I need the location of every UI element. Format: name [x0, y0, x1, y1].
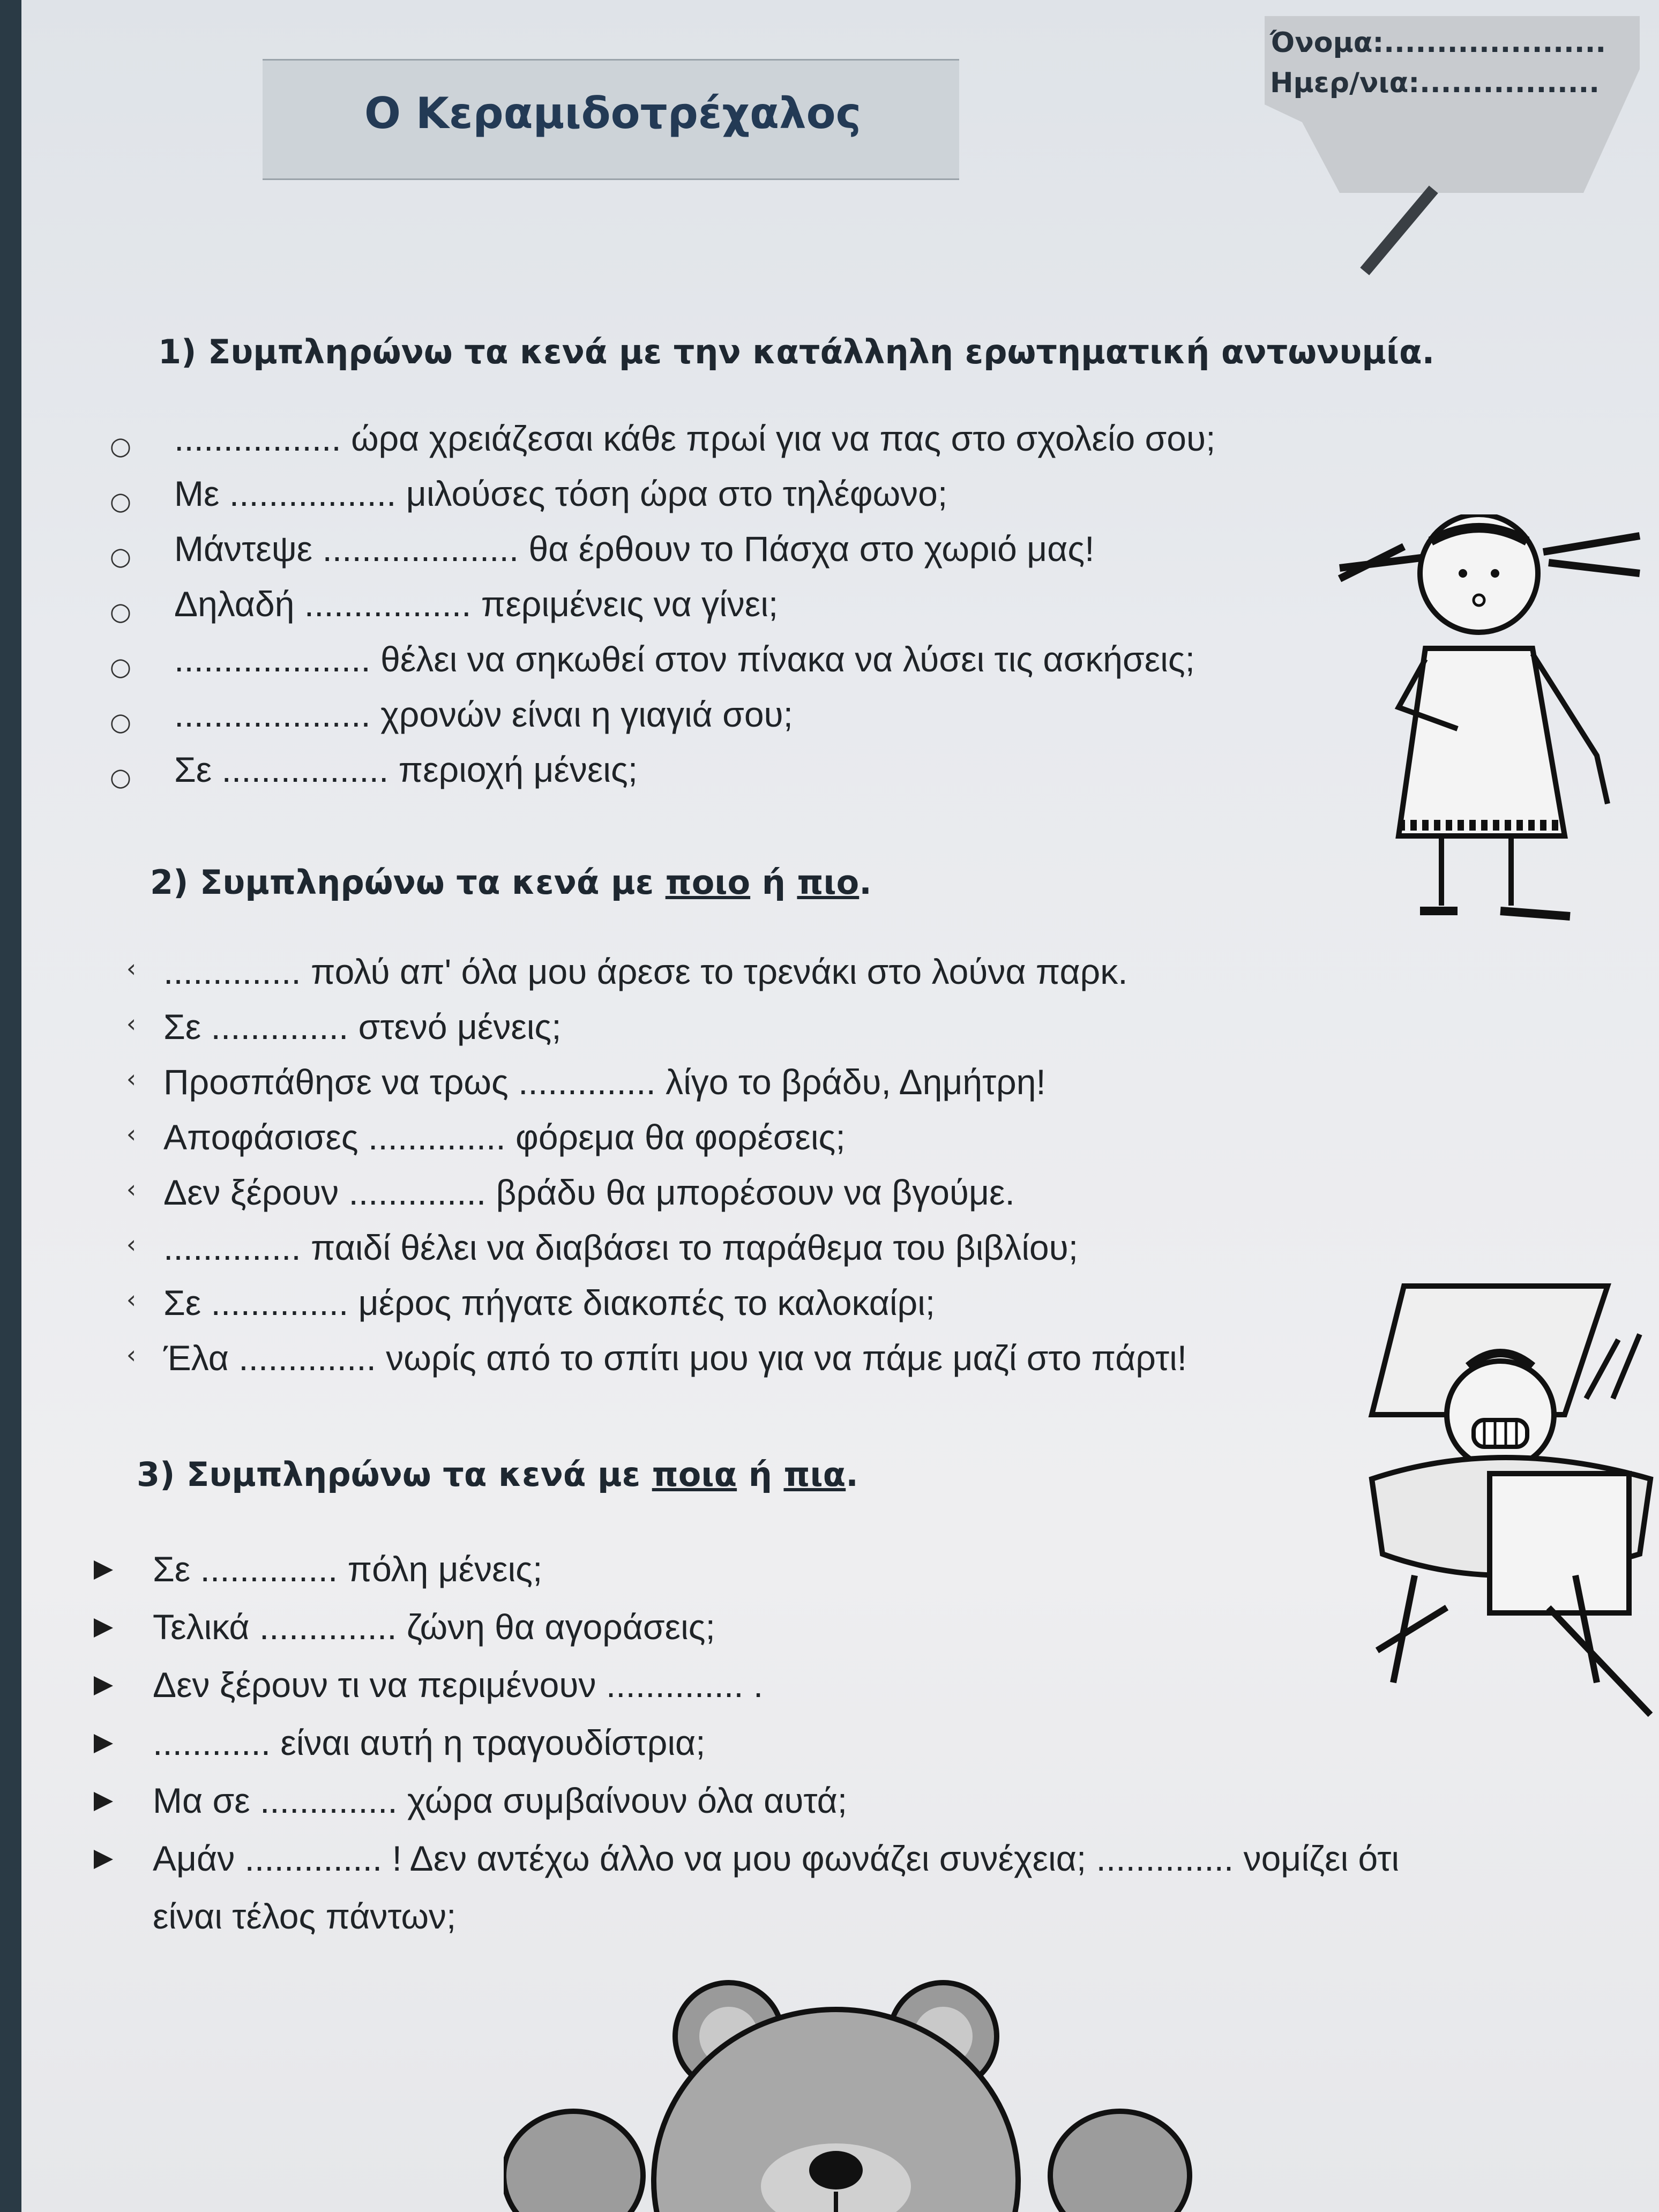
section-2-joiner: ή: [750, 863, 797, 902]
tick-bullet-icon: ‹: [126, 1175, 137, 1204]
tick-bullet-icon: ‹: [126, 1119, 137, 1148]
section-1-item: .................... θέλει να σηκωθεί στον πίνακα να λύσει τις ασκήσεις;: [174, 639, 1195, 679]
section-3-word-b: πια: [783, 1455, 846, 1494]
page-title: Ο Κεραμιδοτρέχαλος: [364, 88, 861, 138]
section-1-item: Σε ................. περιοχή μένεις;: [174, 750, 638, 789]
section-3-title-prefix: 3) Συμπληρώνω τα κενά με: [137, 1455, 652, 1494]
circle-bullet-icon: ○: [109, 431, 132, 460]
section-1-item: Μάντεψε .................... θα έρθουν το Πάσχα στο χωριό μας!: [174, 529, 1095, 569]
section-3-item: Αμάν .............. ! Δεν αντέχω άλλο να μου φωνάζει συνέχεια; .............. νομίζει ότι: [153, 1839, 1400, 1878]
section-1-item: ................. ώρα χρειάζεσαι κάθε πρωί για να πας στο σχολείο σου;: [174, 419, 1216, 458]
section-2-item: Σε .............. στενό μένεις;: [163, 1007, 562, 1047]
section-1-item: Δηλαδή ................. περιμένεις να γίνει;: [174, 584, 779, 624]
section-3-item: Σε .............. πόλη μένεις;: [153, 1549, 543, 1589]
section-2-item: Δεν ξέρουν .............. βράδυ θα μπορέσουν να βγούμε.: [163, 1172, 1015, 1212]
name-field-label: Όνομα:.....................: [1270, 27, 1606, 59]
section-1-item: .................... χρονών είναι η γιαγιά σου;: [174, 694, 793, 734]
section-2-word-a: ποιο: [665, 863, 751, 902]
paint-roller-icon: [1360, 185, 1438, 275]
section-2-item: Αποφάσισες .............. φόρεμα θα φορέσεις;: [163, 1117, 846, 1157]
section-2-item: .............. πολύ απ' όλα μου άρεσε το τρενάκι στο λούνα παρκ.: [163, 952, 1128, 991]
section-3-joiner: ή: [737, 1455, 784, 1494]
boy-in-box-illustration: [1361, 1275, 1659, 1725]
section-3-item: Τελικά .............. ζώνη θα αγοράσεις;: [153, 1607, 715, 1647]
circle-bullet-icon: ○: [109, 707, 132, 736]
section-3-title-suffix: .: [846, 1455, 858, 1494]
tick-bullet-icon: ‹: [126, 1009, 137, 1038]
bear-illustration: [504, 1977, 1200, 2212]
arrow-bullet-icon: [94, 1560, 113, 1580]
date-field-label: Ημερ/νια:.................: [1270, 67, 1600, 99]
section-2-item: Σε .............. μέρος πήγατε διακοπές το καλοκαίρι;: [163, 1283, 936, 1322]
section-3-item-continuation: είναι τέλος πάντων;: [153, 1896, 457, 1936]
arrow-bullet-icon: [94, 1618, 113, 1638]
tick-bullet-icon: ‹: [126, 1230, 137, 1259]
circle-bullet-icon: ○: [109, 652, 132, 681]
tick-bullet-icon: ‹: [126, 1340, 137, 1369]
worksheet-page: [21, 0, 1659, 2212]
arrow-bullet-icon: [94, 1792, 113, 1811]
section-2-title: [150, 863, 872, 902]
tick-bullet-icon: ‹: [126, 1064, 137, 1093]
section-3-title: [137, 1455, 858, 1494]
section-2-item: .............. παιδί θέλει να διαβάσει το παράθεμα του βιβλίου;: [163, 1228, 1079, 1267]
section-2-word-b: πιο: [797, 863, 860, 902]
section-3-item: ............ είναι αυτή η τραγουδίστρια;: [153, 1723, 706, 1762]
circle-bullet-icon: ○: [109, 487, 132, 515]
tick-bullet-icon: ‹: [126, 1285, 137, 1314]
girl-illustration: [1318, 514, 1659, 965]
section-3-word-a: ποια: [652, 1455, 737, 1494]
tick-bullet-icon: ‹: [126, 954, 137, 983]
circle-bullet-icon: ○: [109, 542, 132, 571]
section-2-item: Προσπάθησε να τρως .............. λίγο το βράδυ, Δημήτρη!: [163, 1062, 1046, 1102]
section-2-item: Έλα .............. νωρίς από το σπίτι μου για να πάμε μαζί στο πάρτι!: [163, 1338, 1187, 1378]
arrow-bullet-icon: [94, 1676, 113, 1695]
section-1-title: 1) Συμπληρώνω τα κενά με την κατάλληλη ερωτηματική αντωνυμία.: [158, 332, 1435, 371]
circle-bullet-icon: ○: [109, 597, 132, 626]
arrow-bullet-icon: [94, 1850, 113, 1869]
section-3-item: Μα σε .............. χώρα συμβαίνουν όλα αυτά;: [153, 1781, 848, 1820]
section-2-title-suffix: .: [859, 863, 872, 902]
section-3-item: Δεν ξέρουν τι να περιμένουν .............. .: [153, 1665, 764, 1705]
arrow-bullet-icon: [94, 1734, 113, 1753]
section-1-item: Με ................. μιλούσες τόση ώρα στο τηλέφωνο;: [174, 474, 948, 513]
section-2-title-prefix: 2) Συμπληρώνω τα κενά με: [150, 863, 666, 902]
circle-bullet-icon: ○: [109, 763, 132, 791]
